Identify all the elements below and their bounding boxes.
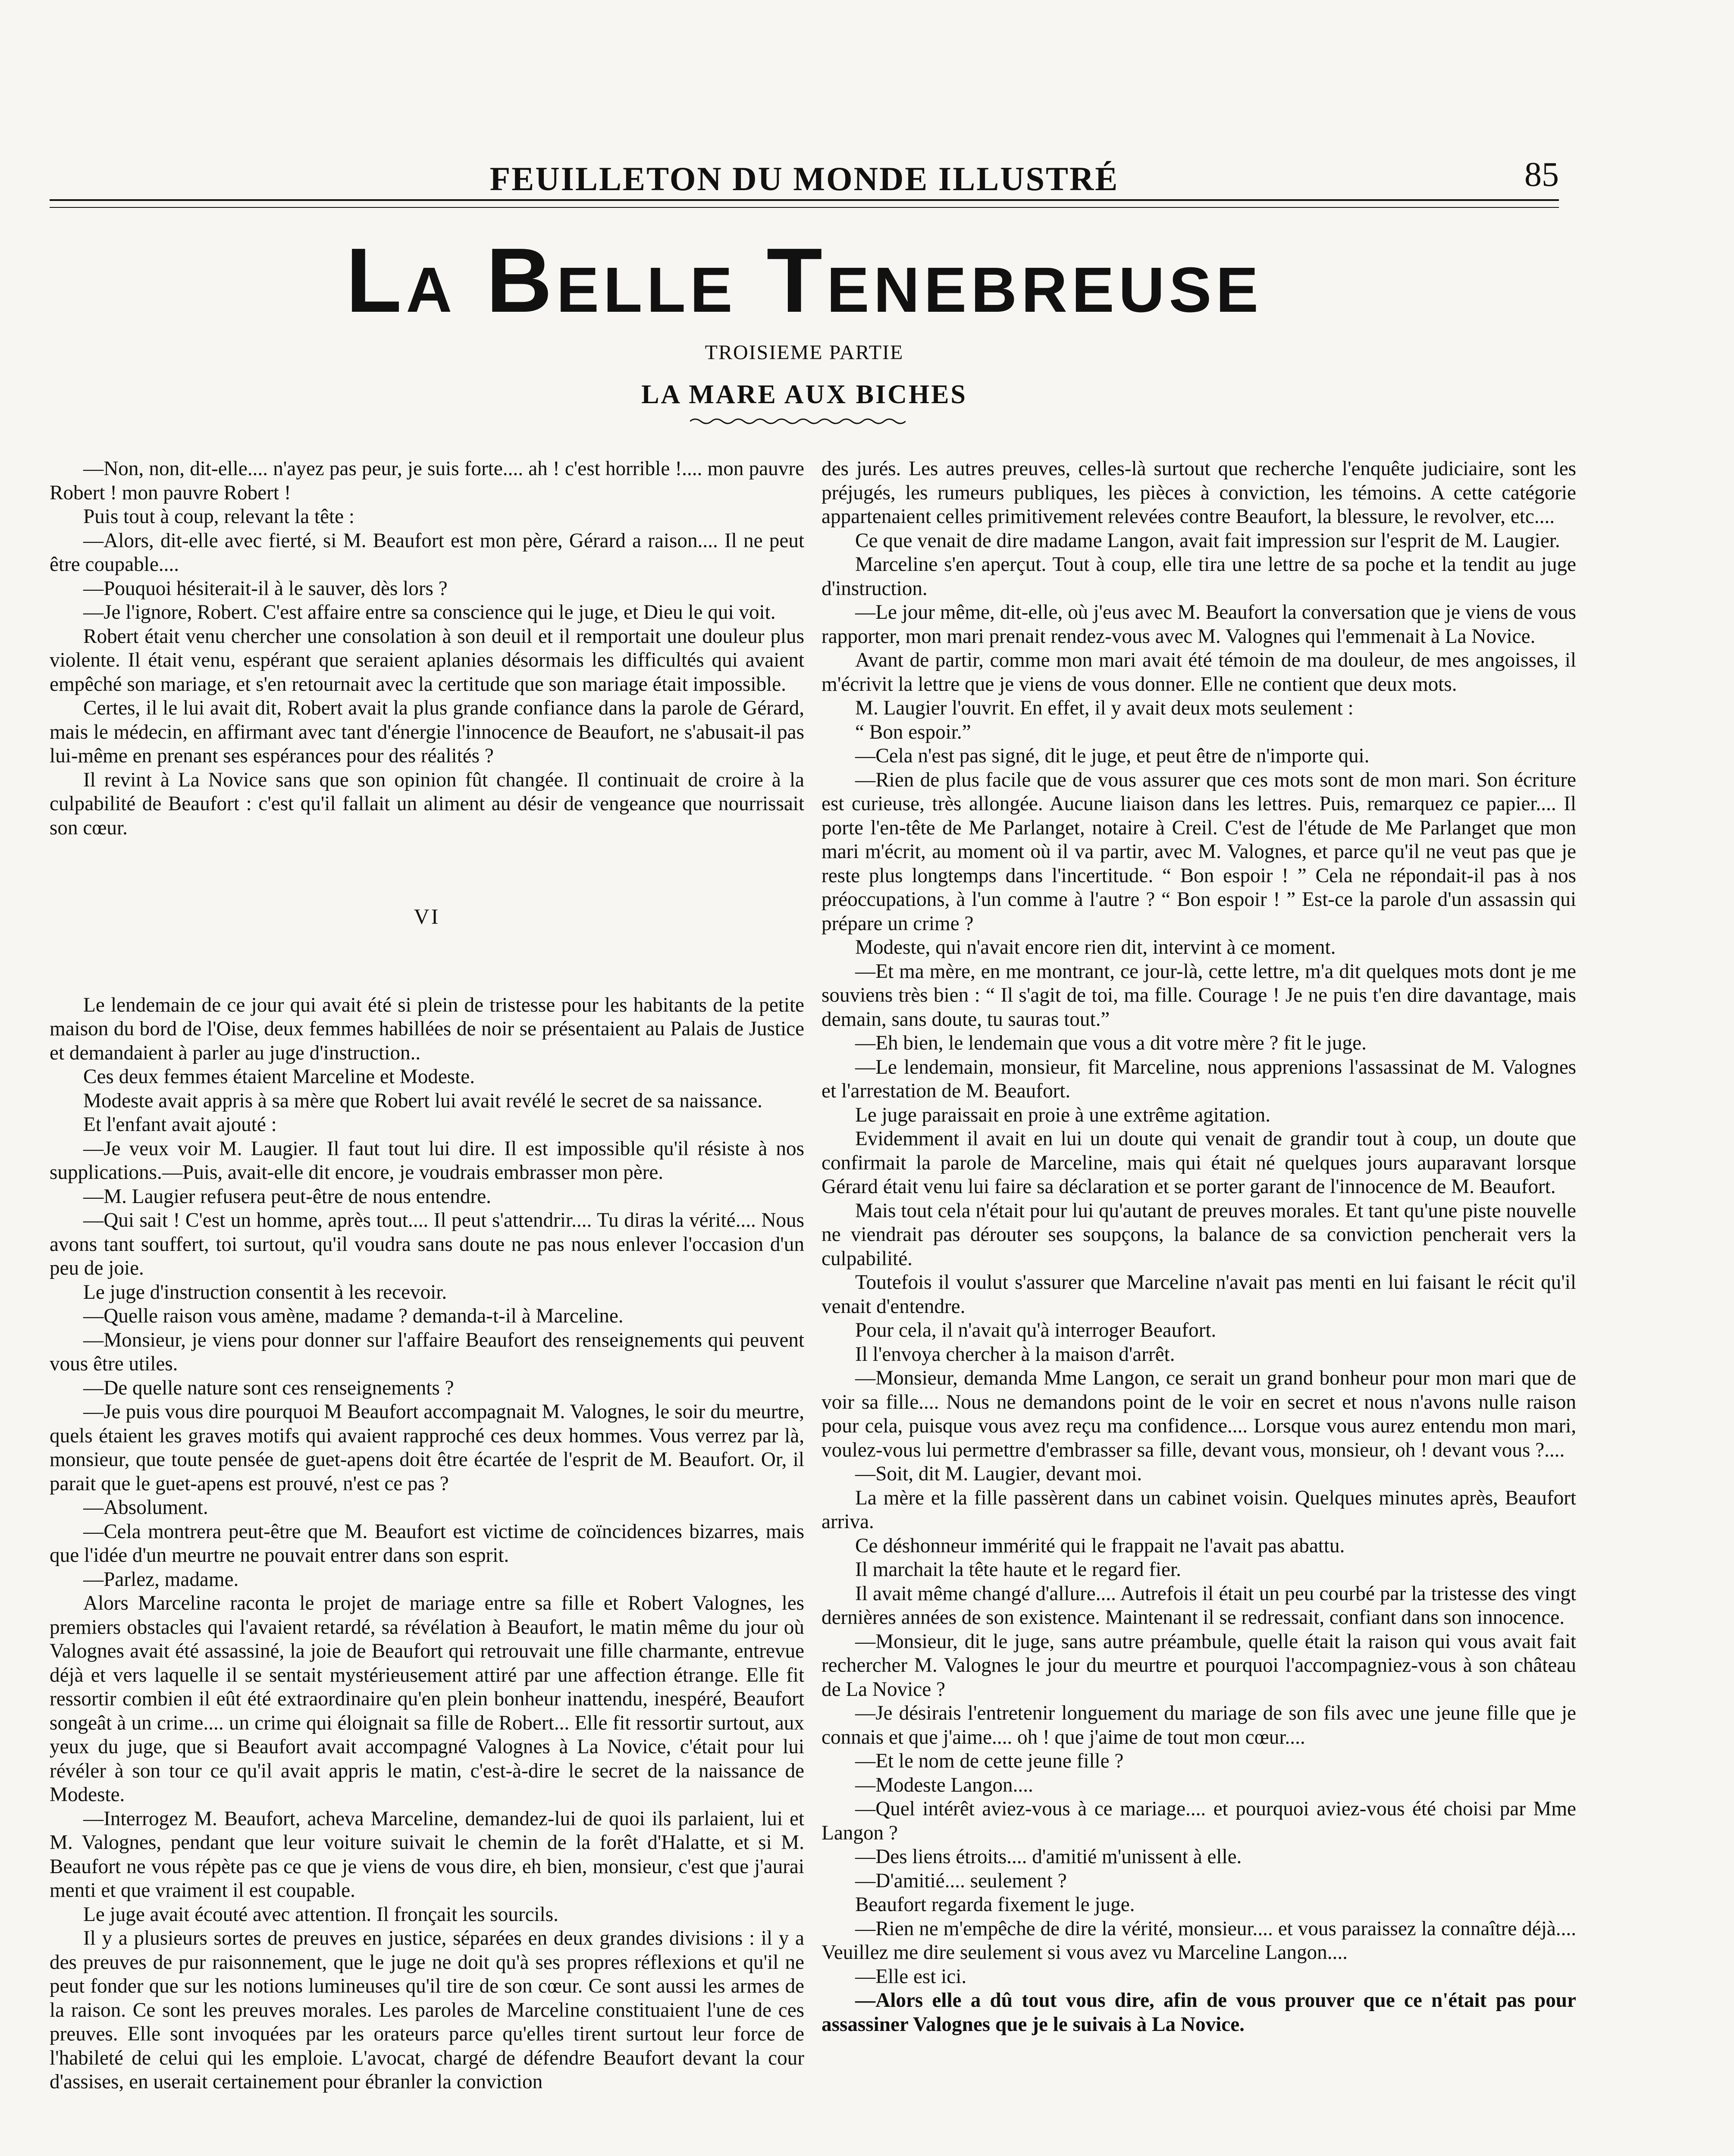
paragraph: Mais tout cela n'était pour lui qu'autant de preuves morales. Et tant qu'une piste nouvelle ne viendrait pas dérouter ses soupçons, la balance de sa conviction pencherait vers la culpabilité.: [822, 1199, 1576, 1270]
paragraph: Le juge avait écouté avec attention. Il fronçait les sourcils.: [83, 1903, 558, 1926]
paragraph: —D'amitié.... seulement ?: [855, 1869, 1067, 1892]
header-rule: [50, 199, 1559, 208]
section-number: VI: [414, 904, 440, 928]
paragraph: —Cela n'est pas signé, dit le juge, et peut être de n'importe qui.: [855, 745, 1370, 767]
chapter-title: LA MARE AUX BICHES: [641, 380, 967, 409]
paragraph: —Absolument.: [83, 1496, 208, 1519]
paragraph: des jurés. Les autres preuves, celles-là surtout que recherche l'enquête judiciaire, sont les préjugés, les rumeurs publiques, les pièces à conviction, les témoins. A cette catégorie appartenaient celles primitivement relevées contre Beaufort, la blessure, le revolver, etc....: [822, 458, 1576, 528]
paragraph: —Non, non, dit-elle.... n'ayez pas peur, je suis forte.... ah ! c'est horrible !.... mon pauvre Robert ! mon pauvre Robert !: [50, 458, 804, 504]
paragraph: —Je veux voir M. Laugier. Il faut tout lui dire. Il est impossible qu'il résiste à nos supplications.—Puis, avait-elle dit encore, je voudrais embrasser mon père.: [50, 1137, 804, 1184]
paragraph: Il revint à La Novice sans que son opinion fût changée. Il continuait de croire à la culpabilité de Beaufort : c'est qu'il fallait un aliment au désir de vengeance que nourrissait son cœur.: [50, 768, 804, 839]
paragraph: Ce déshonneur immérité qui le frappait ne l'avait pas abattu.: [855, 1534, 1345, 1557]
paragraph: Le juge paraissait en proie à une extrême agitation.: [855, 1103, 1271, 1126]
paragraph: Le juge d'instruction consentit à les recevoir.: [83, 1281, 447, 1304]
paragraph: —Eh bien, le lendemain que vous a dit votre mère ? fit le juge.: [855, 1032, 1367, 1054]
running-title: FEUILLETON DU MONDE ILLUSTRÉ: [489, 160, 1119, 197]
paragraph: Modeste, qui n'avait encore rien dit, intervint à ce moment.: [855, 936, 1336, 959]
paragraph: Il marchait la tête haute et le regard fier.: [855, 1558, 1181, 1581]
paragraph: —Elle est ici.: [855, 1965, 967, 1988]
paragraph: —Rien de plus facile que de vous assurer que ces mots sont de mon mari. Son écriture est curieuse, très allongée. Aucune liaison dans les lettres. Puis, remarquez ce papier.... Il porte l'en-tête de Me Parlanget, notaire à Creil. C'est de l'étude de Me Parlanget que mon mari m'écrit, au moment où il va partir, avec M. Valognes, et parce qu'il ne veut pas que je reste plus longtemps dans l'incertitude. “ Bon espoir ! ” Cela ne répondait-il pas à nos préoccupations, à l'un comme à l'autre ? “ Bon espoir ! ” Est-ce la parole d'un assassin qui prépare un crime ?: [822, 768, 1576, 935]
paragraph: —Quel intérêt aviez-vous à ce mariage.... et pourquoi aviez-vous été choisi par Mme Langon ?: [822, 1798, 1576, 1844]
part-heading: TROISIEME PARTIE: [705, 341, 904, 364]
paragraph: Il avait même changé d'allure.... Autrefois il était un peu courbé par la tristesse des vingt dernières années de son existence. Maintenant il se redressait, confiant dans son innocence.: [822, 1582, 1576, 1629]
paragraph: —Interrogez M. Beaufort, acheva Marceline, demandez-lui de quoi ils parlaient, lui et M. Valognes, pendant que leur voiture suivait le chemin de la forêt d'Halatte, et si M. Beaufort ne vous répète pas ce que je viens de vous dire, eh bien, monsieur, c'est que j'aurai menti et que vraiment il est coupable.: [50, 1807, 804, 1902]
paragraph: —Je puis vous dire pourquoi M Beaufort accompagnait M. Valognes, le soir du meurtre, quels étaient les graves motifs qui avaient rapproché ces deux hommes. Vous verrez par là, monsieur, que toute pensée de guet-apens doit être écartée de l'esprit de M. Beaufort. Or, il parait que le guet-apens est prouvé, n'est ce pas ?: [50, 1401, 804, 1495]
paragraph: Evidemment il avait en lui un doute qui venait de grandir tout à coup, un doute que confirmait la parole de Marceline, mais qui était né quelques jours auparavant lorsque Gérard était venu lui faire sa déclaration et se porter garant de l'innocence de M. Beaufort.: [822, 1128, 1576, 1198]
paragraph: Certes, il le lui avait dit, Robert avait la plus grande confiance dans la parole de Gérard, mais le médecin, en affirmant avec tant d'énergie l'innocence de Beaufort, ne s'abusait-il pas lui-même en prenant ses espérances pour des réalités ?: [50, 697, 804, 767]
paragraph: La mère et la fille passèrent dans un cabinet voisin. Quelques minutes après, Beaufort arriva.: [822, 1486, 1576, 1533]
paragraph: —Le lendemain, monsieur, fit Marceline, nous apprenions l'assassinat de M. Valognes et l'arrestation de M. Beaufort.: [822, 1056, 1576, 1102]
paragraph: —Et ma mère, en me montrant, ce jour-là, cette lettre, m'a dit quelques mots dont je me souviens très bien : “ Il s'agit de toi, ma fille. Courage ! Je ne puis t'en dire davantage, mais demain, sans doute, tu sauras tout.”: [822, 960, 1576, 1031]
paragraph: Il y a plusieurs sortes de preuves en justice, séparées en deux grandes divisions : il y a des preuves de pur raisonnement, que le juge ne doit qu'à ses propres réflexions et qu'il ne peut fonder que sur les notions lumineuses qu'il tire de son cœur. Ce sont aussi les armes de la raison. Ce sont les preuves morales. Les paroles de Marceline constituaient l'une de ces preuves. Elle sont invoquées par les orateurs parce qu'elles tirent surtout leur force de l'habileté de celui qui les emploie. L'avocat, chargé de défendre Beaufort devant la cour d'assises, en userait certainement pour ébranler la conviction: [50, 1927, 804, 2093]
serial-title: La Belle Tenebreuse: [345, 229, 1263, 331]
paragraph: —Je désirais l'entretenir longuement du mariage de son fils avec une jeune fille que je connais et que j'aime.... oh ! que j'aime de tout mon cœur....: [822, 1702, 1576, 1749]
paragraph: Puis tout à coup, relevant la tête :: [83, 505, 354, 528]
paragraph: “ Bon espoir.”: [855, 721, 971, 743]
paragraph: —Alors, dit-elle avec fierté, si M. Beaufort est mon père, Gérard a raison.... Il ne peut être coupable....: [50, 529, 804, 576]
running-header: [50, 151, 1559, 197]
paragraph: Le lendemain de ce jour qui avait été si plein de tristesse pour les habitants de la petite maison du bord de l'Oise, deux femmes habillées de noir se présentaient au Palais de Justice et demandaient à parler au juge d'instruction..: [50, 993, 804, 1064]
paragraph: —Quelle raison vous amène, madame ? demanda-t-il à Marceline.: [83, 1305, 624, 1327]
paragraph: —Qui sait ! C'est un homme, après tout.... Il peut s'attendrir.... Tu diras la vérité.... Nous avons tant souffert, toi surtout, qu'il voudra sans doute ne pas nous enlever l'occasion d'un peu de joie.: [50, 1209, 804, 1279]
paragraph: Beaufort regarda fixement le juge.: [855, 1893, 1135, 1916]
left-column: [50, 457, 804, 2156]
paragraph: Alors Marceline raconta le projet de mariage entre sa fille et Robert Valognes, les premiers obstacles qui l'avaient retardé, sa révélation à Beaufort, le matin même du jour où Valognes avait été assassiné, la joie de Beaufort qui retrouvait une fille charmante, entrevue déjà et vers laquelle il se sentait mystérieusement attiré par une affection étrange. Elle fit ressortir combien il eût été extraordinaire qu'en plein bonheur inattendu, inespéré, Beaufort songeât à un crime.... un crime qui éloignait sa fille de Robert... Elle fit ressortir surtout, aux yeux du juge, que si Beaufort avait accompagné Valognes à La Novice, c'était pour lui révéler à son tour ce qu'il avait appris le matin, c'est-à-dire le secret de la naissance de Modeste.: [50, 1592, 804, 1806]
paragraph: Il l'envoya chercher à la maison d'arrêt.: [855, 1343, 1175, 1366]
paragraph: —Monsieur, dit le juge, sans autre préambule, quelle était la raison qui vous avait fait rechercher M. Valognes le jour du meurtre et pourquoi l'accompagniez-vous à son château de La Novice ?: [822, 1630, 1576, 1701]
paragraph: Modeste avait appris à sa mère que Robert lui avait revélé le secret de sa naissance.: [83, 1089, 762, 1112]
paragraph: Et l'enfant avait ajouté :: [83, 1113, 277, 1136]
paragraph: —Rien ne m'empêche de dire la vérité, monsieur.... et vous paraissez la connaître déjà.... Veuillez me dire seulement si vous avez vu Marceline Langon....: [822, 1917, 1576, 1964]
left-column-part-two: [50, 993, 804, 2094]
paragraph: —Le jour même, dit-elle, où j'eus avec M. Beaufort la conversation que je viens de vous rapporter, mon mari prenait rendez-vous avec M. Valognes qui l'emmenait à La Novice.: [822, 601, 1576, 648]
paragraph: —Pouquoi hésiterait-il à le sauver, dès lors ?: [83, 577, 448, 600]
paragraph: —Des liens étroits.... d'amitié m'unissent à elle.: [855, 1846, 1242, 1868]
paragraph: Toutefois il voulut s'assurer que Marceline n'avait pas menti en lui faisant le récit qu'il venait d'entendre.: [822, 1271, 1576, 1318]
paragraph: Ce que venait de dire madame Langon, avait fait impression sur l'esprit de M. Laugier.: [855, 529, 1560, 552]
closing-paragraph: —Alors elle a dû tout vous dire, afin de vous prouver que ce n'était pas pour assassiner Valognes que je le suivais à La Novice.: [822, 1989, 1576, 2036]
paragraph: —Parlez, madame.: [83, 1568, 239, 1591]
paragraph: Pour cela, il n'avait qu'à interroger Beaufort.: [855, 1319, 1217, 1341]
paragraph: —De quelle nature sont ces renseignements ?: [83, 1376, 454, 1399]
paragraph: —Je l'ignore, Robert. C'est affaire entre sa conscience qui le juge, et Dieu le qui voit.: [83, 601, 776, 624]
wavy-divider: [690, 416, 906, 426]
page-number: 85: [1524, 156, 1559, 194]
paragraph: Avant de partir, comme mon mari avait été témoin de ma douleur, de mes angoisses, il m'écrivit la lettre que je viens de vous donner. Elle ne contient que deux mots.: [822, 649, 1576, 696]
paragraph: —Monsieur, demanda Mme Langon, ce serait un grand bonheur pour mon mari que de voir sa fille.... Nous ne demandons point de le voir en secret et nous n'avons nulle raison pour cela, puisque vous avez reçu ma confidence.... Lorsque vous aurez entendu mon mari, voulez-vous lui permettre d'embrasser sa fille, devant vous, monsieur, oh ! devant vous ?....: [822, 1367, 1576, 1461]
paragraph: —M. Laugier refusera peut-être de nous entendre.: [83, 1185, 491, 1208]
paragraph: —Cela montrera peut-être que M. Beaufort est victime de coïncidences bizarres, mais que l'idée d'un meurtre ne pouvait entrer dans son esprit.: [50, 1520, 804, 1567]
paragraph: —Soit, dit M. Laugier, devant moi.: [855, 1463, 1142, 1485]
paragraph: Ces deux femmes étaient Marceline et Modeste.: [83, 1065, 475, 1088]
paragraph: Robert était venu chercher une consolation à son deuil et il remportait une douleur plus violente. Il était venu, espérant que seraient aplanies désormais les difficultés qui avaient empêché son mariage, et s'en retournait avec la certitude que son mariage était impossible.: [50, 625, 804, 696]
paragraph: —Modeste Langon....: [855, 1774, 1033, 1796]
right-column-body: [822, 457, 1576, 1989]
right-column: [822, 457, 1576, 2156]
left-column-part-one: [50, 457, 804, 840]
paragraph: —Et le nom de cette jeune fille ?: [855, 1750, 1124, 1772]
paragraph: Marceline s'en aperçut. Tout à coup, elle tira une lettre de sa poche et la tendit au juge d'instruction.: [822, 553, 1576, 600]
paragraph: —Monsieur, je viens pour donner sur l'affaire Beaufort des renseignements qui peuvent vous être utiles.: [50, 1329, 804, 1375]
paragraph: M. Laugier l'ouvrit. En effet, il y avait deux mots seulement :: [855, 697, 1354, 719]
